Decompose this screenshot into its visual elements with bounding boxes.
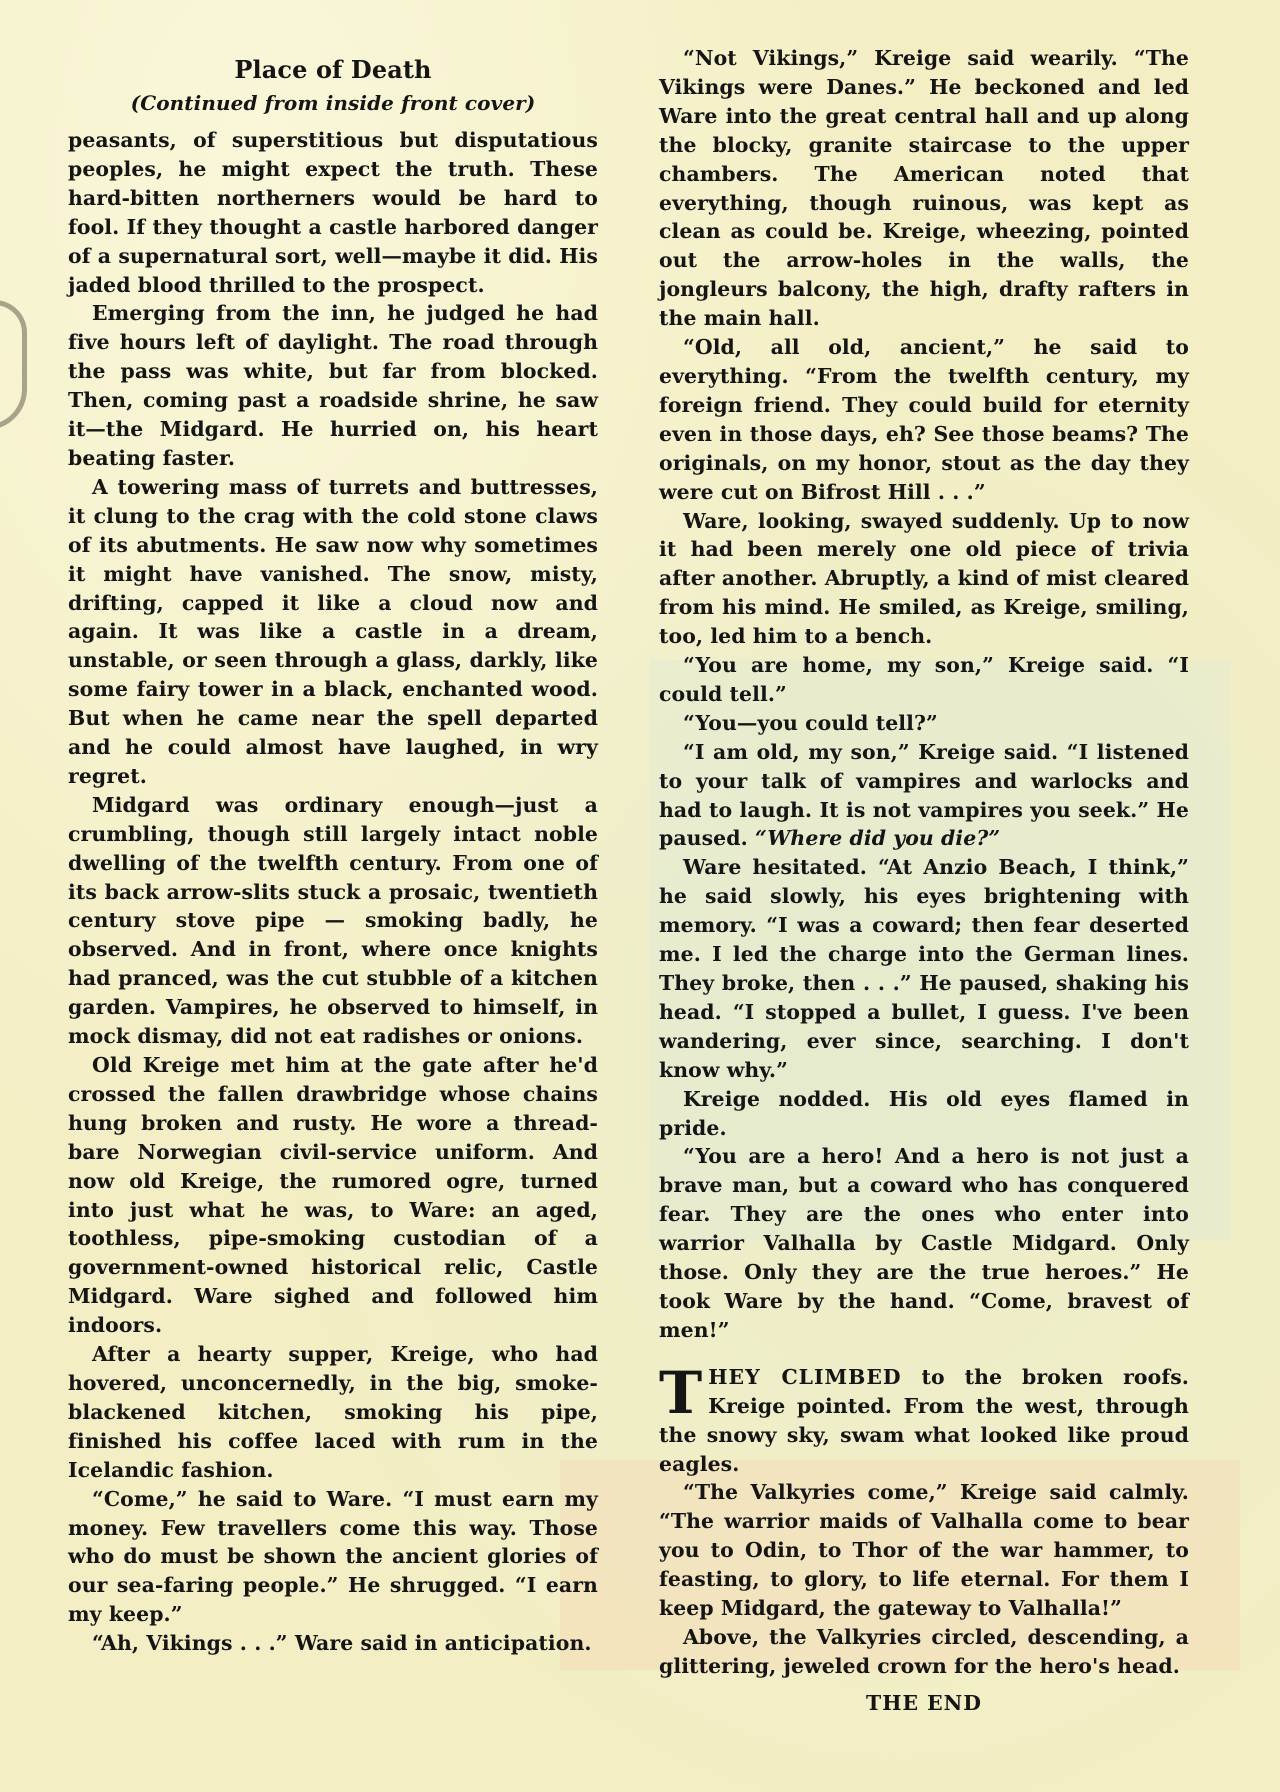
paragraph (659, 738, 1189, 854)
paragraph: “You—you could tell?” (683, 710, 938, 735)
story-header (68, 52, 598, 118)
paragraph: “The Valkyries come,” Kreige said calmly. “The warrior maids of Valhalla come to bear you to Odin, to Thor of the war hammer, to feasting, to glory, to life eternal. For them I keep Midgard, the gateway to Valhalla!” (659, 1480, 1189, 1621)
paragraph: “Ah, Vikings . . .” Ware said in anticipation. (92, 1631, 592, 1656)
paragraph-text: “I am old, my son,” Kreige said. “I listened to your talk of vampires and warlocks and had to laugh. It is not vampires you seek.” He paused. (659, 739, 1189, 851)
drop-cap: T (659, 1358, 703, 1427)
lead-in-caps: HEY CLIMBED (708, 1364, 902, 1389)
left-column (68, 44, 598, 1658)
paragraph: “Come,” he said to Ware. “I must earn my money. Few travellers come this way. Those who do must be shown the ancient glories of our sea-faring people.” He shrugged. “I earn my keep.” (68, 1486, 598, 1627)
paragraph-text: to the broken roofs. Kreige pointed. From the west, through the snowy sky, swam what looked like proud eagles. (659, 1364, 1189, 1476)
paragraph: “Not Vikings,” Kreige said wearily. “The Vikings were Danes.” He beckoned and led Ware into the great central hall and up along the blocky, granite staircase to the upper chambers. The American noted that everything, though ruinous, was kept as clean as could be. Kreige, wheezing, pointed out the arrow-holes in the walls, the jongleurs balcony, the high, drafty rafters in the main hall. (659, 46, 1189, 331)
paragraph: peasants, of superstitious but disputatious peoples, he might expect the truth. These hard-bitten northerners would be hard to fool. If they thought a castle harbored danger of a supernatural sort, well—maybe it did. His jaded blood thrilled to the prospect. (68, 128, 598, 297)
the-end-label: THE END (866, 1690, 982, 1715)
paragraph: “You are a hero! And a hero is not just a brave man, but a coward who has conquered fear. They are the ones who enter into warrior Valhalla by Castle Midgard. Only those. Only they are the true heroes.” He took Ware by the hand. “Come, bravest of men!” (659, 1144, 1189, 1342)
paragraph: Old Kreige met him at the gate after he'd crossed the fallen drawbridge whose chains hung broken and rusty. He wore a thread-bare Norwegian civil-service uniform. And now old Kreige, the rumored ogre, turned into just what he was, to Ware: an aged, toothless, pipe-smoking custodian of a government-owned historical relic, Castle Midgard. Ware sighed and followed him indoors. (68, 1053, 598, 1338)
section-opening-paragraph (659, 1358, 1189, 1479)
paragraph: A towering mass of turrets and buttresses, it clung to the crag with the cold stone claws of its abutments. He saw now why sometimes it might have vanished. The snow, misty, drifting, capped it like a cloud now and again. It was like a castle in a dream, unstable, or seen through a glass, darkly, like some fairy tower in a black, enchanted wood. But when he came near the spell departed and he could almost have laughed, in wry regret. (68, 474, 598, 788)
paragraph: Ware hesitated. “At Anzio Beach, I think,” he said slowly, his eyes brightening with memory. “I was a coward; then fear deserted me. I led the charge into the German lines. They broke, then . . .” He paused, shaking his head. “I stopped a bullet, I guess. I've been wandering, ever since, searching. I don't know why.” (659, 855, 1189, 1082)
paragraph: Kreige nodded. His old eyes flamed in pride. (659, 1086, 1189, 1140)
right-column (659, 44, 1189, 1718)
italic-question: “Where did you die?” (755, 826, 1001, 851)
paragraph: “You are home, my son,” Kreige said. “I could tell.” (659, 653, 1189, 706)
paragraph: Midgard was ordinary enough—just a crumbling, though still largely intact noble dwelling of the twelfth century. From one of its back arrow-slits stuck a prosaic, twentieth century stove pipe — smoking badly, he observed. And in front, where once knights had pranced, was the cut stubble of a kitchen garden. Vampires, he observed to himself, in mock dismay, did not eat radishes or onions. (68, 792, 598, 1049)
continuation-note: (Continued from inside front cover) (130, 91, 536, 115)
story-title: Place of Death (234, 55, 432, 84)
paragraph: “Old, all old, ancient,” he said to everything. “From the twelfth century, my foreign friend. They could build for eternity even in those days, eh? See those beams? The originals, on my honor, stout as the day they were cut on Bifrost Hill . . .” (659, 335, 1189, 504)
paragraph: After a hearty supper, Kreige, who had hovered, unconcernedly, in the big, smoke-blackened kitchen, smoking his pipe, finished his coffee laced with rum in the Icelandic fashion. (68, 1342, 598, 1482)
paragraph: Above, the Valkyries circled, descending, a glittering, jeweled crown for the hero's head. (659, 1624, 1189, 1678)
paragraph: Emerging from the inn, he judged he had five hours left of daylight. The road through the pass was white, but far from blocked. Then, coming past a roadside shrine, he saw it—the Midgard. He hurried on, his heart beating faster. (68, 301, 598, 470)
paragraph: Ware, looking, swayed suddenly. Up to now it had been merely one old piece of trivia after another. Abruptly, a kind of mist cleared from his mind. He smiled, as Kreige, smiling, too, led him to a bench. (659, 508, 1189, 649)
bleed-edge-artwork (0, 300, 27, 430)
